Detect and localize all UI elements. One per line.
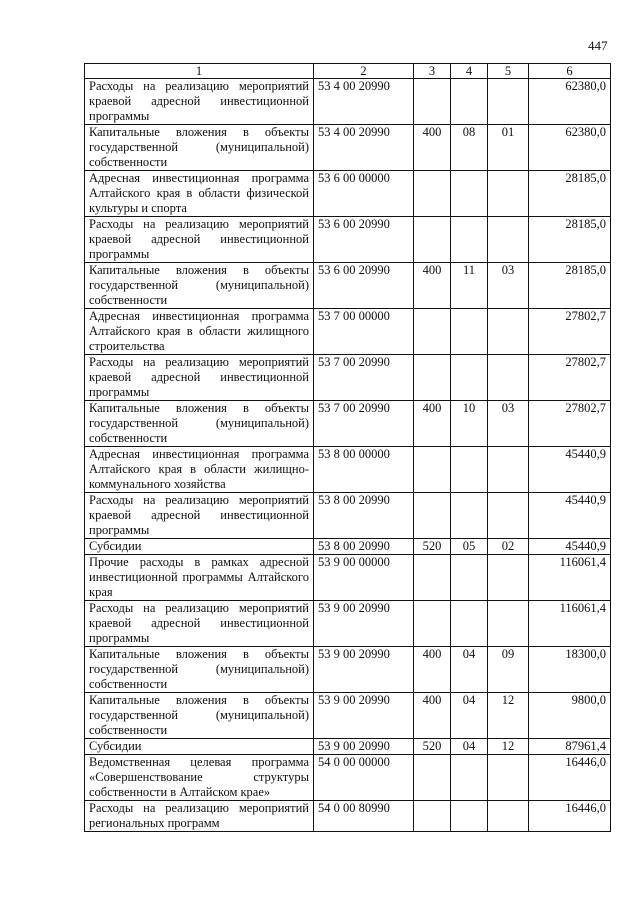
row-name-cell: Расходы на реализацию мероприятий краевой адресной инвестиционной программы <box>85 493 314 539</box>
table-row <box>85 539 611 555</box>
row-sum-cell: 45440,9 <box>529 447 611 493</box>
row-col4-cell: 04 <box>451 693 488 739</box>
row-name-cell: Расходы на реализацию мероприятий краевой адресной инвестиционной программы <box>85 217 314 263</box>
row-col3-cell <box>414 79 451 125</box>
row-name-cell: Расходы на реализацию мероприятий региональных программ <box>85 801 314 832</box>
row-name-cell: Ведомственная целевая программа «Совершенствование структуры собственности в Алтайском крае» <box>85 755 314 801</box>
row-col4-cell: 11 <box>451 263 488 309</box>
row-sum-cell: 16446,0 <box>529 755 611 801</box>
row-col4-cell <box>451 171 488 217</box>
row-col3-cell <box>414 601 451 647</box>
row-code-cell: 53 8 00 20990 <box>314 539 414 555</box>
table-row <box>85 263 611 309</box>
row-name-cell: Капитальные вложения в объекты государственной (муниципальной) собственности <box>85 647 314 693</box>
row-col3-cell <box>414 755 451 801</box>
row-name-cell: Адресная инвестиционная программа Алтайского края в области жилищно-коммунального хозяйства <box>85 447 314 493</box>
row-col5-cell <box>488 447 529 493</box>
row-sum-cell: 16446,0 <box>529 801 611 832</box>
header-col-3: 3 <box>414 64 451 79</box>
row-col5-cell <box>488 601 529 647</box>
row-code-cell: 53 6 00 20990 <box>314 263 414 309</box>
row-col4-cell <box>451 601 488 647</box>
row-sum-cell: 28185,0 <box>529 263 611 309</box>
row-col4-cell <box>451 755 488 801</box>
table-row <box>85 447 611 493</box>
header-col-5: 5 <box>488 64 529 79</box>
row-sum-cell: 87961,4 <box>529 739 611 755</box>
row-col3-cell: 400 <box>414 401 451 447</box>
row-code-cell: 53 7 00 00000 <box>314 309 414 355</box>
row-name-cell: Адресная инвестиционная программа Алтайского края в области физической культуры и спорта <box>85 171 314 217</box>
table-row <box>85 755 611 801</box>
page-number: 447 <box>588 38 608 53</box>
row-col3-cell <box>414 309 451 355</box>
row-col3-cell <box>414 447 451 493</box>
table-row <box>85 493 611 539</box>
row-sum-cell: 27802,7 <box>529 355 611 401</box>
row-col3-cell: 520 <box>414 539 451 555</box>
table-row <box>85 801 611 832</box>
row-code-cell: 53 7 00 20990 <box>314 355 414 401</box>
row-code-cell: 53 9 00 20990 <box>314 601 414 647</box>
row-name-cell: Капитальные вложения в объекты государственной (муниципальной) собственности <box>85 125 314 171</box>
row-col5-cell: 09 <box>488 647 529 693</box>
row-col3-cell: 400 <box>414 125 451 171</box>
row-col3-cell <box>414 217 451 263</box>
row-col5-cell: 12 <box>488 739 529 755</box>
row-code-cell: 53 6 00 00000 <box>314 171 414 217</box>
header-col-2: 2 <box>314 64 414 79</box>
row-name-cell: Капитальные вложения в объекты государственной (муниципальной) собственности <box>85 693 314 739</box>
row-sum-cell: 45440,9 <box>529 539 611 555</box>
row-col5-cell <box>488 171 529 217</box>
row-name-cell: Капитальные вложения в объекты государственной (муниципальной) собственности <box>85 401 314 447</box>
row-code-cell: 54 0 00 80990 <box>314 801 414 832</box>
row-col3-cell: 400 <box>414 263 451 309</box>
row-col4-cell: 10 <box>451 401 488 447</box>
row-col4-cell <box>451 309 488 355</box>
row-col5-cell <box>488 493 529 539</box>
row-name-cell: Адресная инвестиционная программа Алтайского края в области жилищного строительства <box>85 309 314 355</box>
row-col4-cell: 04 <box>451 739 488 755</box>
row-sum-cell: 28185,0 <box>529 171 611 217</box>
row-col5-cell: 02 <box>488 539 529 555</box>
table-header <box>85 64 611 79</box>
row-name-cell: Расходы на реализацию мероприятий краевой адресной инвестиционной программы <box>85 601 314 647</box>
row-col3-cell <box>414 555 451 601</box>
row-col4-cell <box>451 801 488 832</box>
row-col5-cell: 03 <box>488 401 529 447</box>
row-sum-cell: 9800,0 <box>529 693 611 739</box>
row-col5-cell <box>488 79 529 125</box>
row-sum-cell: 62380,0 <box>529 79 611 125</box>
row-name-cell: Расходы на реализацию мероприятий краевой адресной инвестиционной программы <box>85 355 314 401</box>
table-row <box>85 309 611 355</box>
table-row <box>85 601 611 647</box>
row-sum-cell: 27802,7 <box>529 309 611 355</box>
row-sum-cell: 27802,7 <box>529 401 611 447</box>
row-code-cell: 53 9 00 20990 <box>314 739 414 755</box>
row-col4-cell <box>451 493 488 539</box>
row-code-cell: 53 6 00 20990 <box>314 217 414 263</box>
header-col-4: 4 <box>451 64 488 79</box>
row-code-cell: 53 9 00 20990 <box>314 693 414 739</box>
table-row <box>85 217 611 263</box>
table-body <box>85 79 611 832</box>
row-name-cell: Субсидии <box>85 739 314 755</box>
table-row <box>85 401 611 447</box>
row-col4-cell: 04 <box>451 647 488 693</box>
row-code-cell: 53 8 00 20990 <box>314 493 414 539</box>
row-col3-cell: 400 <box>414 693 451 739</box>
row-col4-cell <box>451 355 488 401</box>
row-col3-cell <box>414 171 451 217</box>
row-name-cell: Капитальные вложения в объекты государственной (муниципальной) собственности <box>85 263 314 309</box>
row-sum-cell: 116061,4 <box>529 601 611 647</box>
row-col5-cell <box>488 555 529 601</box>
table-row <box>85 739 611 755</box>
header-col-1: 1 <box>85 64 314 79</box>
row-code-cell: 54 0 00 00000 <box>314 755 414 801</box>
row-col5-cell <box>488 801 529 832</box>
table-row <box>85 555 611 601</box>
row-col4-cell <box>451 447 488 493</box>
row-sum-cell: 62380,0 <box>529 125 611 171</box>
row-col5-cell: 03 <box>488 263 529 309</box>
table-row <box>85 171 611 217</box>
row-col4-cell <box>451 555 488 601</box>
budget-table <box>84 63 611 832</box>
row-name-cell: Субсидии <box>85 539 314 555</box>
row-sum-cell: 116061,4 <box>529 555 611 601</box>
header-col-6: 6 <box>529 64 611 79</box>
row-name-cell: Расходы на реализацию мероприятий краевой адресной инвестиционной программы <box>85 79 314 125</box>
row-col3-cell: 520 <box>414 739 451 755</box>
row-col5-cell <box>488 217 529 263</box>
row-code-cell: 53 8 00 00000 <box>314 447 414 493</box>
row-sum-cell: 45440,9 <box>529 493 611 539</box>
row-col4-cell <box>451 217 488 263</box>
table-row <box>85 125 611 171</box>
row-name-cell: Прочие расходы в рамках адресной инвестиционной программы Алтайского края <box>85 555 314 601</box>
row-col3-cell: 400 <box>414 647 451 693</box>
row-sum-cell: 18300,0 <box>529 647 611 693</box>
row-col4-cell: 05 <box>451 539 488 555</box>
row-col5-cell <box>488 309 529 355</box>
row-col3-cell <box>414 493 451 539</box>
row-col4-cell: 08 <box>451 125 488 171</box>
row-col3-cell <box>414 801 451 832</box>
row-sum-cell: 28185,0 <box>529 217 611 263</box>
row-code-cell: 53 4 00 20990 <box>314 79 414 125</box>
row-col3-cell <box>414 355 451 401</box>
row-col5-cell <box>488 755 529 801</box>
row-code-cell: 53 4 00 20990 <box>314 125 414 171</box>
table-row <box>85 355 611 401</box>
row-code-cell: 53 7 00 20990 <box>314 401 414 447</box>
row-code-cell: 53 9 00 20990 <box>314 647 414 693</box>
row-col5-cell: 01 <box>488 125 529 171</box>
row-code-cell: 53 9 00 00000 <box>314 555 414 601</box>
header-row <box>85 64 611 79</box>
row-col4-cell <box>451 79 488 125</box>
row-col5-cell: 12 <box>488 693 529 739</box>
table-row <box>85 693 611 739</box>
table-row <box>85 79 611 125</box>
table-row <box>85 647 611 693</box>
row-col5-cell <box>488 355 529 401</box>
